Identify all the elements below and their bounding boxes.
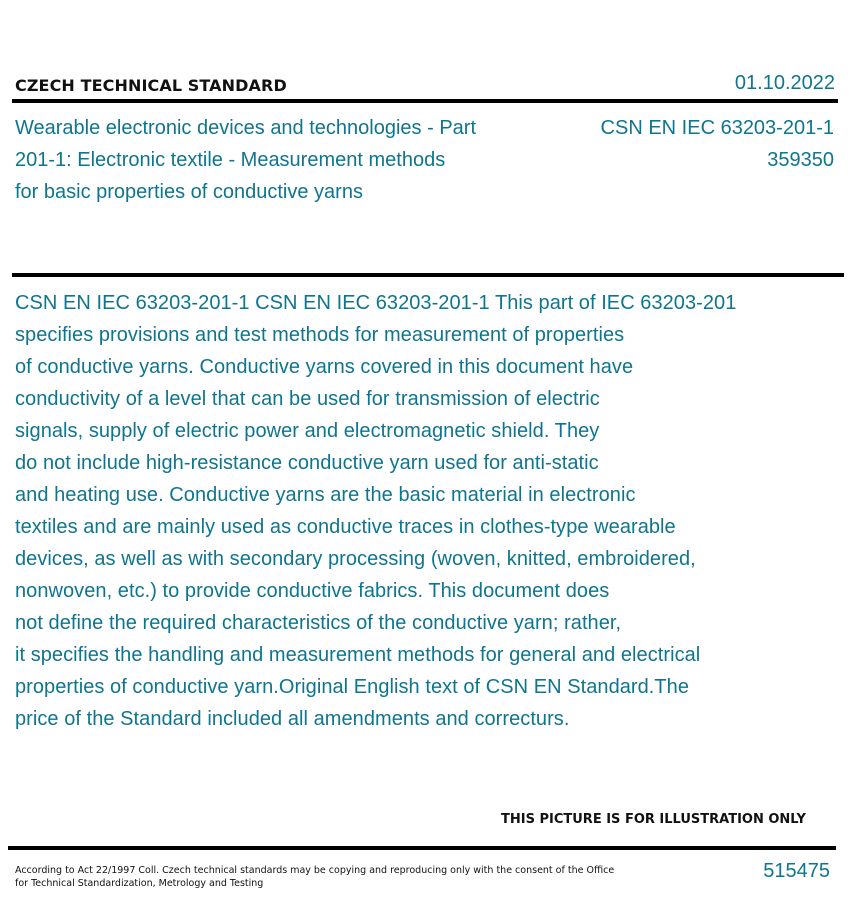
standard-title: Wearable electronic devices and technologies - Part 201-1: Electronic textile - Measurement methods for basic properties of conductive yarns <box>15 117 476 203</box>
footer-divider <box>8 846 836 850</box>
catalog-number: 515475 <box>763 860 830 882</box>
legal-notice: According to Act 22/1997 Coll. Czech technical standards may be copying and reproducing only with the consent of the Office for Technical Standardization, Metrology and Testing <box>15 865 615 889</box>
standard-code: CSN EN IEC 63203-201-1 <box>600 117 834 139</box>
illustration-disclaimer: THIS PICTURE IS FOR ILLUSTRATION ONLY <box>501 812 806 827</box>
standard-identifier <box>601 112 834 176</box>
classification-number: 359350 <box>767 149 834 171</box>
header-divider <box>12 99 838 103</box>
standard-description: CSN EN IEC 63203-201-1 CSN EN IEC 63203-201-1 This part of IEC 63203-201 specifies provisions and test methods for measurement of properties of conductive yarns. Conductive yarns covered in this document have conductivity of a level that can be used for transmission of electric signals, supply of electric power and electromagnetic shield. They do not include high-resistance conductive yarn used for anti-static and heating use. Conductive yarns are the basic material in electronic textiles and are mainly used as conductive traces in clothes-type wearable devices, as well as with secondary processing (woven, knitted, embroidered, nonwoven, etc.) to provide conductive fabrics. This document does not define the required characteristics of the conductive yarn; rather, it specifies the handling and measurement methods for general and electrical properties of conductive yarn.Original English text of CSN EN Standard.The price of the Standard included all amendments and correcturs. <box>15 292 737 730</box>
document-type-label: CZECH TECHNICAL STANDARD <box>15 76 287 95</box>
publication-date: 01.10.2022 <box>734 72 835 94</box>
title-divider <box>12 273 844 277</box>
